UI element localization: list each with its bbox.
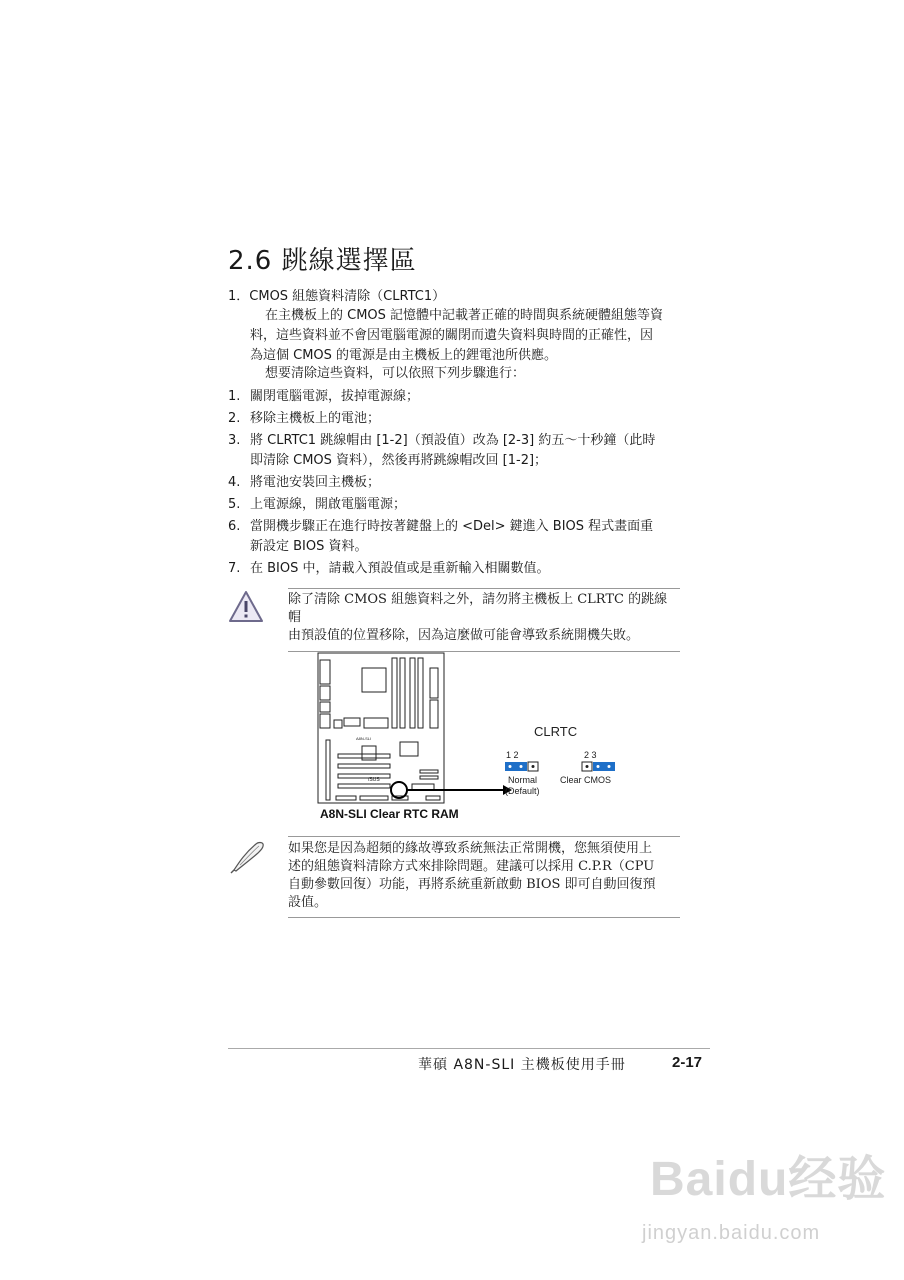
list-item <box>228 559 684 579</box>
tip-line: 自動參數回復）功能，再將系統重新啟動 BIOS 即可自動回復預 <box>288 877 656 892</box>
steps-list <box>228 387 684 579</box>
warning-box <box>288 588 680 652</box>
list-item <box>228 495 684 515</box>
watermark-url: jingyan.baidu.com <box>642 1222 821 1244</box>
step-text: 當開機步驟正在進行時按著鍵盤上的 <Del> 鍵進入 BIOS 程式畫面重 <box>250 519 654 534</box>
pen-note-icon <box>228 838 268 874</box>
clear-pins-label: 2 3 <box>584 750 597 760</box>
normal-label: Normal <box>508 775 538 785</box>
tip-box <box>288 836 680 918</box>
step-number: 2. <box>228 411 241 426</box>
step-number: 3. <box>228 433 241 448</box>
intro-line: 為這個 CMOS 的電源是由主機板上的鋰電池所供應。 <box>250 348 558 363</box>
jumper-normal-icon <box>505 762 538 771</box>
motherboard-outline <box>318 653 444 803</box>
step-text: 新設定 BIOS 資料。 <box>250 539 368 554</box>
list-item <box>228 431 684 471</box>
jumper-clear-icon <box>582 762 615 771</box>
list-item <box>228 517 684 557</box>
step-number: 1. <box>228 389 241 404</box>
instruction-text: 想要清除這些資料，可以依照下列步驟進行： <box>265 366 526 381</box>
warning-line: 除了清除 CMOS 組態資料之外，請勿將主機板上 CLRTC 的跳線帽 <box>288 592 668 625</box>
step-text: 即清除 CMOS 資料），然後再將跳線帽改回 [1-2]； <box>250 453 548 468</box>
step-number: 7. <box>228 561 241 576</box>
clrtc-diagram <box>300 648 630 828</box>
step-number: 6. <box>228 519 241 534</box>
list-item <box>228 387 684 407</box>
tip-line: 述的組態資料清除方式來排除問題。建議可以採用 C.P.R（CPU <box>288 859 655 874</box>
step-text: 將電池安裝回主機板； <box>250 475 381 490</box>
normal-pins-label: 1 2 <box>506 750 519 760</box>
footer-rule <box>228 1048 710 1049</box>
jumper-title: CLRTC <box>534 724 578 739</box>
watermark-logo: Baidu经验 <box>650 1153 887 1206</box>
tip-line: 設值。 <box>288 895 328 910</box>
step-text: 將 CLRTC1 跳線帽由 [1-2]（預設值）改為 [2-3] 約五～十秒鐘（此時 <box>250 433 656 448</box>
section-title: 2.6 跳線選擇區 <box>228 246 417 276</box>
step-number: 5. <box>228 497 241 512</box>
footer-manual-title: 華碩 A8N-SLI 主機板使用手冊 <box>418 1057 626 1073</box>
warning-triangle-icon <box>228 590 264 624</box>
intro-line: 料，這些資料並不會因電腦電源的關閉而遺失資料與時間的正確性，因 <box>250 328 654 343</box>
tip-line: 如果您是因為超頻的緣故導致系統無法正常開機，您無須使用上 <box>288 841 653 856</box>
clear-cmos-label: Clear CMOS <box>560 775 612 785</box>
brand-label: /SUS <box>368 777 380 783</box>
step-text: 上電源線，開啟電腦電源； <box>250 497 407 512</box>
list-item <box>228 473 684 493</box>
step-number: 4. <box>228 475 241 490</box>
subsection-heading: 1．CMOS 組態資料清除（CLRTC1） <box>228 289 446 304</box>
intro-line: 在主機板上的 CMOS 記憶體中記載著正確的時間與系統硬體組態等資 <box>265 308 664 323</box>
warning-line: 由預設值的位置移除，因為這麼做可能會導致系統開機失敗。 <box>288 628 640 643</box>
intro-paragraph <box>250 306 690 366</box>
diagram-caption: A8N-SLI Clear RTC RAM <box>320 807 459 821</box>
step-text: 移除主機板上的電池； <box>250 411 381 426</box>
page-number: 2-17 <box>672 1054 703 1071</box>
list-item <box>228 409 684 429</box>
board-model-label: A8N-SLI <box>356 736 372 741</box>
step-text: 在 BIOS 中，請載入預設值或是重新輸入相關數值。 <box>250 561 550 576</box>
step-text: 關閉電腦電源，拔掉電源線； <box>250 389 420 404</box>
default-label: (Default) <box>505 786 540 796</box>
